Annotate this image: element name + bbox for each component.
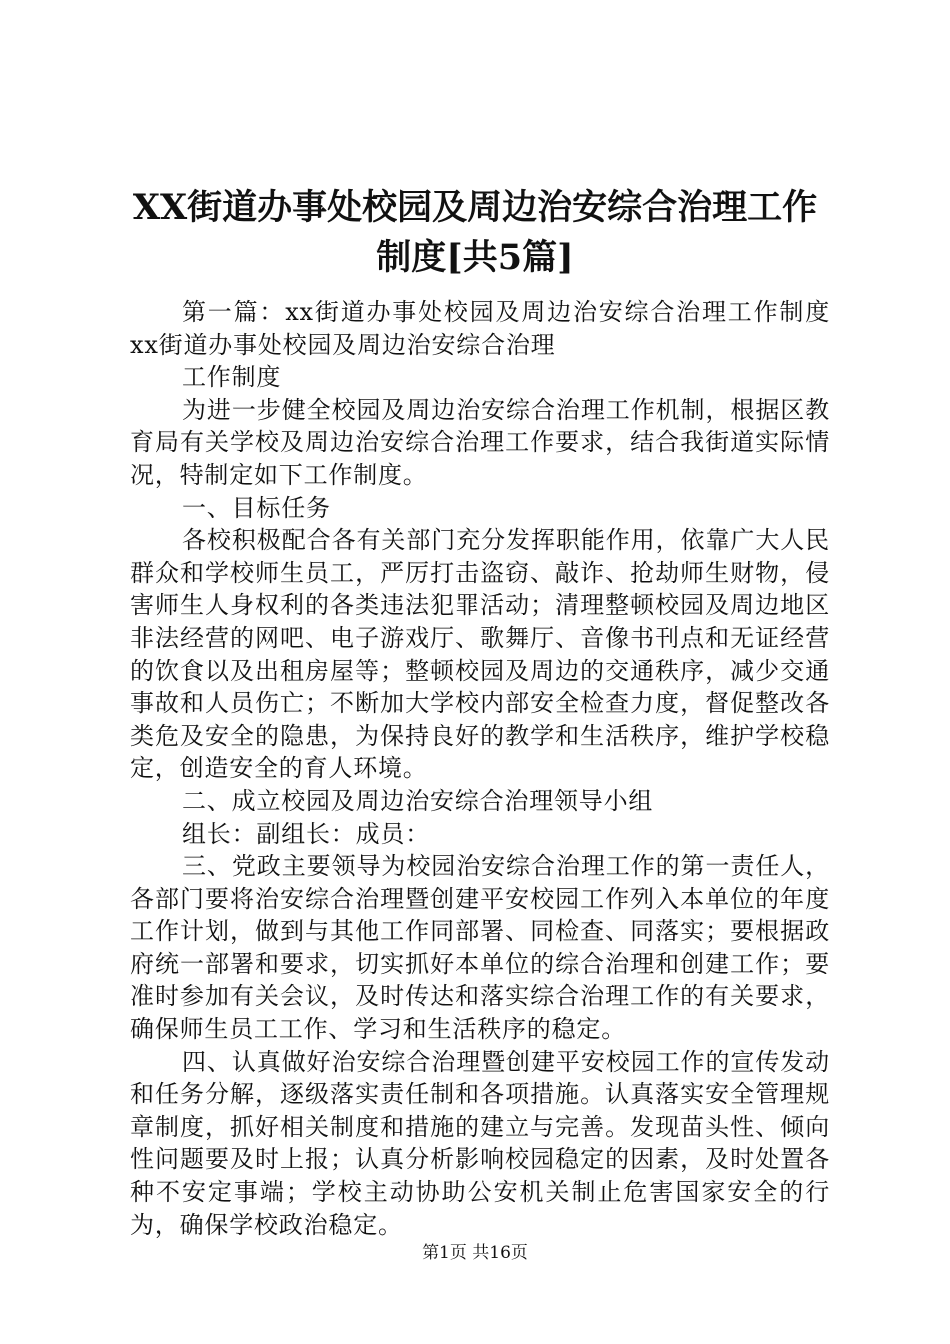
section-heading-2: 二、成立校园及周边治安综合治理领导小组 xyxy=(182,786,654,815)
document-title-line-1: XX街道办事处校园及周边治安综合治理工作 xyxy=(132,187,818,228)
paragraph-section-4: 四、认真做好治安综合治理暨创建平安校园工作的宣传发动和任务分解，逐级落实责任制和各项措施。认真落实安全管理规章制度，抓好相关制度和措施的建立与完善。发现苗头性、倾向性问题要及时上报；认真分析影响校园稳定的因素，及时处置各种不安定事端；学校主动协助公安机关制止危害国家安全的行为，确保学校政治稳定。 xyxy=(130,1047,830,1239)
document-body xyxy=(130,296,830,1241)
section-heading-1: 一、目标任务 xyxy=(182,493,331,522)
document-title-line-2: 制度[共5篇] xyxy=(376,237,574,278)
paragraph-intro: 为进一步健全校园及周边治安综合治理工作机制，根据区教育局有关学校及周边治安综合治理工作要求，结合我街道实际情况，特制定如下工作制度。 xyxy=(130,395,830,489)
paragraph-heading-part-one: 第一篇：xx街道办事处校园及周边治安综合治理工作制度xx街道办事处校园及周边治安综合治理 xyxy=(130,298,830,359)
paragraph-subtitle: 工作制度 xyxy=(182,363,282,392)
paragraph-section-3: 三、党政主要领导为校园治安综合治理工作的第一责任人，各部门要将治安综合治理暨创建平安校园工作列入本单位的年度工作计划，做到与其他工作同部署、同检查、同落实；要根据政府统一部署和要求，切实抓好本单位的综合治理和创建工作；要准时参加有关会议，及时传达和落实综合治理工作的有关要求，确保师生员工工作、学习和生活秩序的稳定。 xyxy=(130,852,830,1044)
paragraph-leadership: 组长：副组长：成员： xyxy=(182,819,430,848)
paragraph-targets: 各校积极配合各有关部门充分发挥职能作用，依靠广大人民群众和学校师生员工，严厉打击盗窃、敲诈、抢劫师生财物，侵害师生人身权利的各类违法犯罪活动；清理整顿校园及周边地区非法经营的网吧、电子游戏厅、歌舞厅、音像书刊点和无证经营的饮食以及出租房屋等；整顿校园及周边的交通秩序，减少交通事故和人员伤亡；不断加大学校内部安全检查力度，督促整改各类危及安全的隐患，为保持良好的教学和生活秩序，维护学校稳定，创造安全的育人环境。 xyxy=(130,526,830,783)
page-number-footer: 第1页 共16页 xyxy=(422,1243,528,1263)
